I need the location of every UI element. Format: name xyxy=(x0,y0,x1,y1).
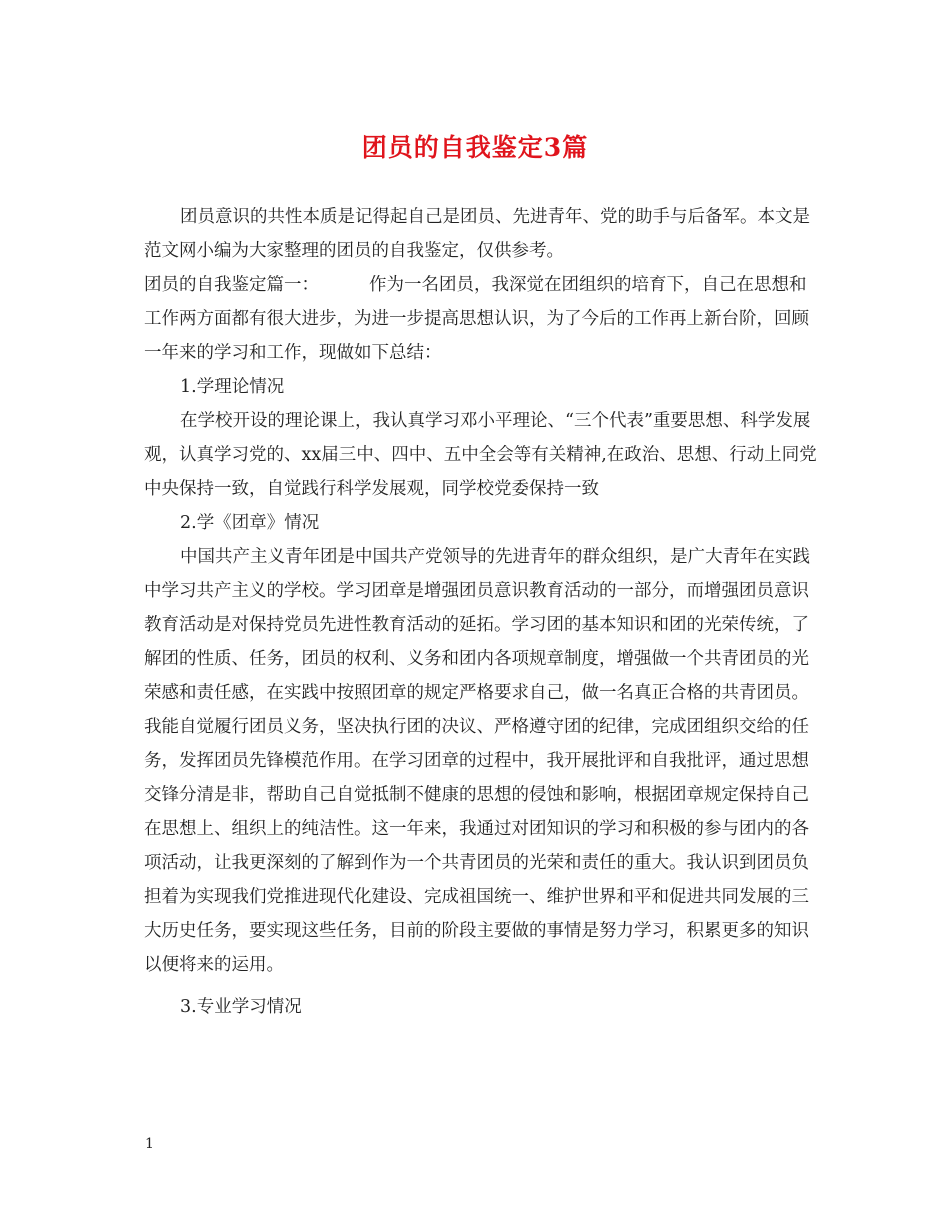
section-2-heading: 2.学《团章》情况 xyxy=(180,513,320,533)
part-one-text: 作为一名团员，我深觉在团组织的培育下，自己在思想和工作两方面都有很大进步，为进一步提高思想认识，为了今后的工作再上新台阶，回顾一年来的学习和工作，现做如下总结： xyxy=(144,275,809,363)
section-2-paragraph: 中国共产主义青年团是中国共产党领导的先进青年的群众组织，是广大青年在实践中学习共产主义的学校。学习团章是增强团员意识教育活动的一部分，而增强团员意识教育活动是对保持党员先进性教育活动的延拓。学习团的基本知识和团的光荣传统，了解团的性质、任务，团员的权利、义务和团内各项规章制度，增强做一个共青团员的光荣感和责任感，在实践中按照团章的规定严格要求自己，做一名真正合格的共青团员。我能自觉履行团员义务，坚决执行团的决议、严格遵守团的纪律，完成团组织交给的任务，发挥团员先锋模范作用。在学习团章的过程中，我开展批评和自我批评，通过思想交锋分清是非，帮助自己自觉抵制不健康的思想的侵蚀和影响，根据团章规定保持自己在思想上、组织上的纯洁性。这一年来，我通过对团知识的学习和积极的参与团内的各项活动，让我更深刻的了解到作为一个共青团员的光荣和责任的重大。我认识到团员负担着为实现我们党推进现代化建设、完成祖国统一、维护世界和平和促进共同发展的三大历史任务，要实现这些任务，目前的阶段主要做的事情是努力学习，积累更多的知识以便将来的运用。 xyxy=(144,547,810,975)
section-1-heading: 1.学理论情况 xyxy=(180,377,285,397)
section-spacer xyxy=(144,982,822,990)
part-one-label: 团员的自我鉴定篇一： xyxy=(144,275,319,295)
intro-paragraph: 团员意识的共性本质是记得起自己是团员、先进青年、党的助手与后备军。本文是范文网小编为大家整理的团员的自我鉴定，仅供参考。 xyxy=(144,207,810,261)
document-title: 团员的自我鉴定3篇 xyxy=(361,133,589,162)
section-1-paragraph: 在学校开设的理论课上，我认真学习邓小平理论、“三个代表”重要思想、科学发展观，认真学习党的、xx届三中、四中、五中全会等有关精神,在政治、思想、行动上同党中央保持一致，自觉践行科学发展观，同学校党委保持一致 xyxy=(144,411,817,499)
section-3-heading: 3.专业学习情况 xyxy=(180,997,302,1017)
document-body xyxy=(144,200,822,1024)
part-one-paragraph xyxy=(144,268,822,370)
page-number: 1 xyxy=(145,1136,154,1152)
